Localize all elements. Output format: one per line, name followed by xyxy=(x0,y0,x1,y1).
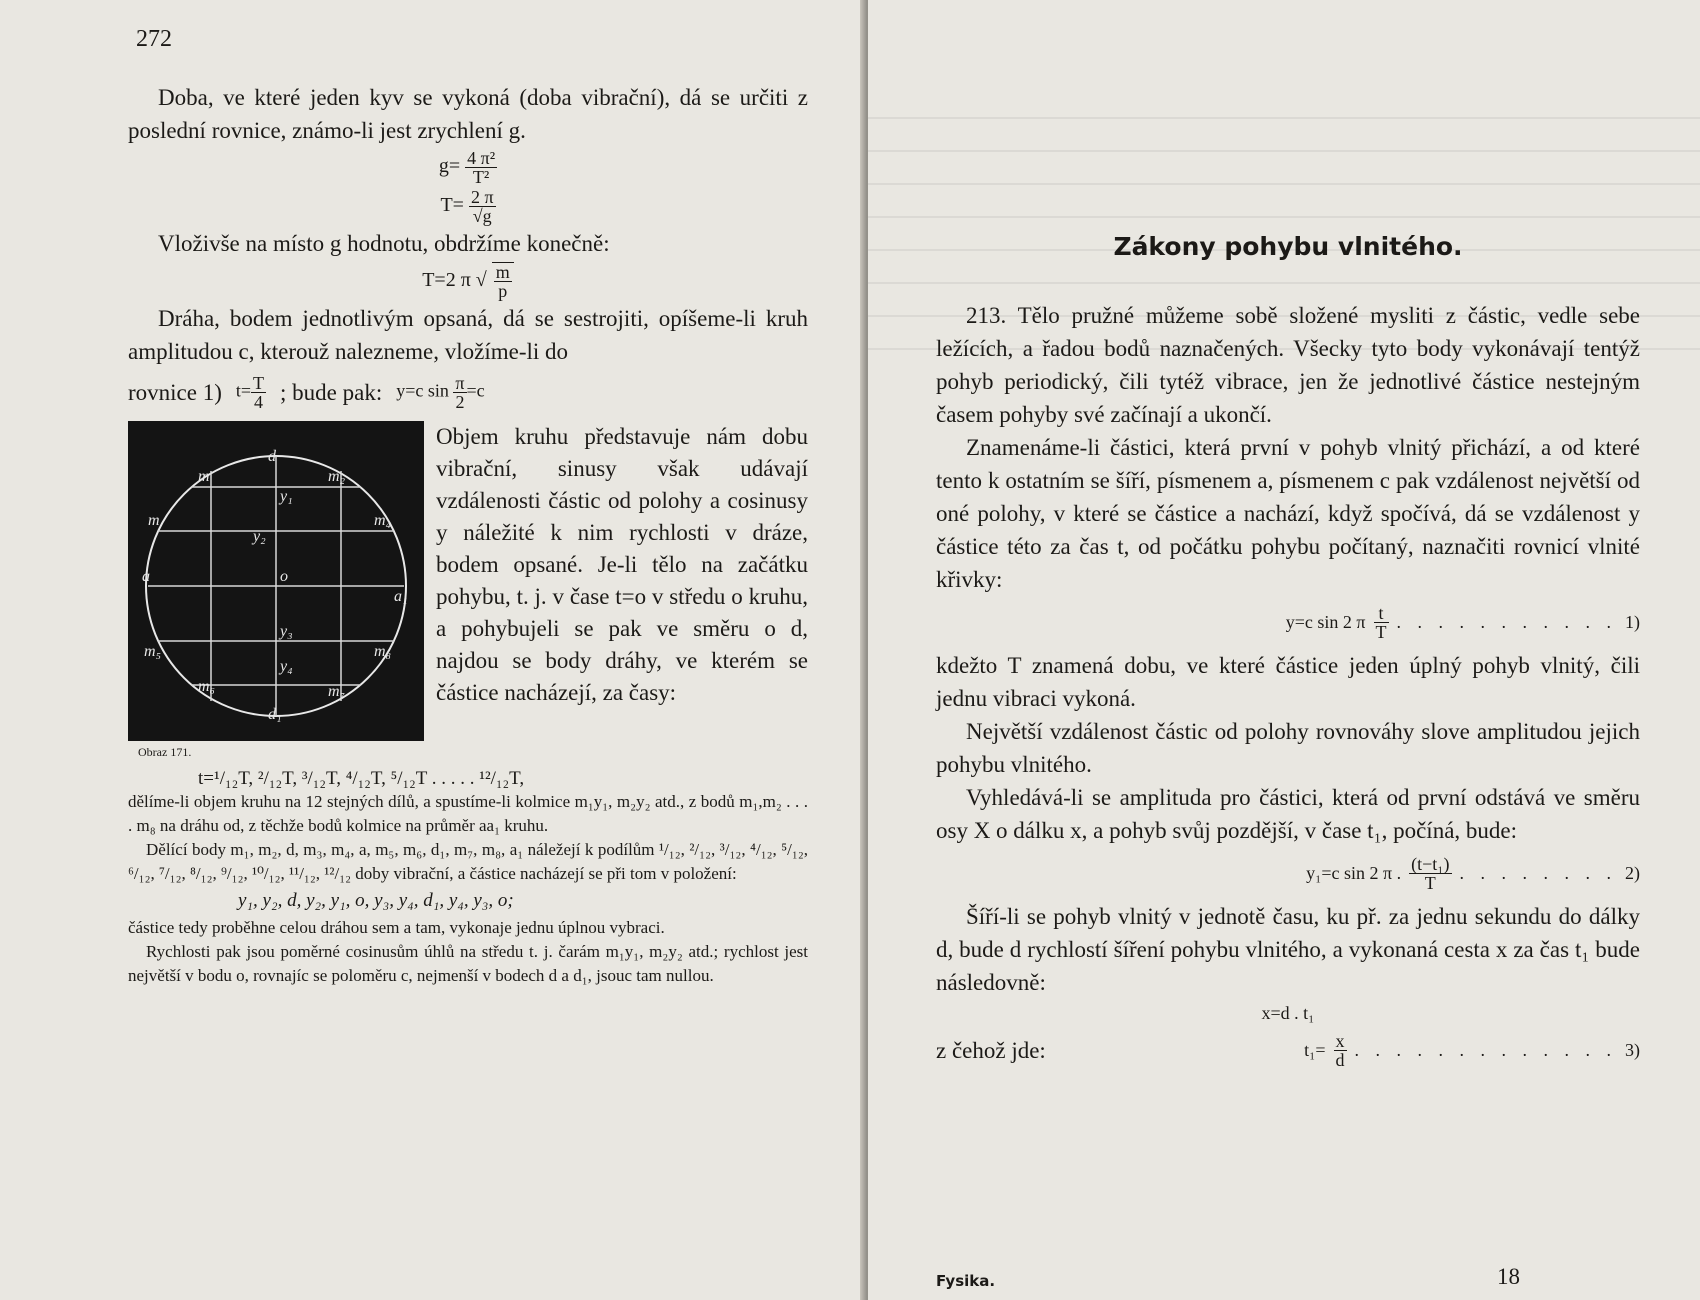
label-m6: m₆ xyxy=(198,678,216,695)
numerator: m xyxy=(495,262,510,282)
numerator: T xyxy=(253,373,265,393)
label-m1: m xyxy=(198,468,210,485)
small-paragraph: Dělící body m₁, m₂, d, m₃, m₄, a, m₅, m₆, d₁, m₇, m₈, a₁ náležejí k podílům ¹/₁₂, ²/₁₂, ³/₁₂, ⁴/₁₂, ⁵/₁₂, ⁶/₁₂, ⁷/₁₂, ⁸/₁₂, ⁹/₁₂, ¹⁰/₁₂, ¹¹/₁₂, ¹²/₁₂ doby vibrační, a částice nacházejí se při tom v položení: xyxy=(128,840,808,883)
label-y3: y₃ xyxy=(280,623,293,640)
bleed-through xyxy=(868,90,1700,350)
page-footer xyxy=(936,1264,1640,1290)
denominator: p xyxy=(498,281,508,301)
equation-T xyxy=(128,188,808,225)
text: ; bude pak: xyxy=(280,380,383,405)
denominator: T² xyxy=(472,167,490,187)
label-y2: y₂ xyxy=(253,528,266,545)
label-m7: m₇ xyxy=(328,683,346,700)
denominator: T xyxy=(1375,622,1387,642)
eq4-group xyxy=(1304,1032,1640,1069)
equation-2 xyxy=(936,855,1640,892)
paragraph: Dráha, bodem jednotlivým opsaná, dá se sestrojiti, opíšeme-li kruh amplitudou c, kterouž nalezneme, vložíme-li do xyxy=(128,306,808,364)
figure-row xyxy=(128,421,808,760)
paragraph: Šíří-li se pohyb vlnitý v jednotě času, ku př. za jednu sekundu do dálky d, bude d rychlostí šíření pohybu vlnitého, a vykonaná cesta x za čas t₁ bude následovně: xyxy=(936,904,1640,995)
equation-3: x=d . t₁ xyxy=(1261,1003,1315,1023)
paragraph: Vyhledává-li se amplituda pro částici, která od první odstává ve směru osy X o dálku x, a pohyb svůj pozdější, v čase t₁, počíná, bude: xyxy=(936,785,1640,843)
equation-1 xyxy=(936,604,1640,641)
fraction xyxy=(1334,1032,1347,1069)
label-o: o xyxy=(280,568,288,585)
signature-mark: Fysika. xyxy=(936,1272,996,1290)
numerator: 2 π xyxy=(470,187,494,207)
figure-side-text: Objem kruhu představuje nám dobu vibrační, sinusy však udávají vzdálenosti částic od polohy a cosinusy y náležité k nim rychlosti v dráze, bodem opsané. Je-li tělo na začátku pohybu, t. j. v čase t=o v středu o kruhu, a pohybujeli se pak ve směru o d, najdou se body dráhy, ve kterém se částice nacházejí, za časy: xyxy=(436,424,808,705)
label-m8: m₈ xyxy=(374,643,392,660)
paragraph: Největší vzdálenost částic od polohy rovnováhy slove amplitudou jejich pohybu vlnitého. xyxy=(936,719,1640,777)
denominator: 2 xyxy=(455,392,465,412)
numerator: π xyxy=(455,373,465,393)
leader-dots: . . . . . . . . . . . . . xyxy=(1354,1040,1617,1060)
eq-lhs: T= xyxy=(440,194,464,217)
paragraph: kdežto T znamená dobu, ve které částice jeden úplný pohyb vlnitý, čili jednu vibraci vykoná. xyxy=(936,653,1640,711)
label-d1: d₁ xyxy=(268,706,282,723)
eq-lhs: g= xyxy=(438,155,461,178)
eq-lhs: y=c sin xyxy=(396,380,449,401)
fraction xyxy=(453,374,466,411)
label-d: d xyxy=(268,448,276,465)
figure-caption: Obraz 171. xyxy=(138,745,192,759)
text: rovnice 1) xyxy=(128,380,222,405)
grid xyxy=(148,456,404,716)
numerator: 4 π² xyxy=(467,148,496,168)
eq-y xyxy=(396,374,484,411)
eq-lhs: y₁=c sin 2 π . xyxy=(1306,863,1402,883)
right-page xyxy=(868,0,1700,1300)
leader-dots: . . . . . . . . xyxy=(1459,863,1617,883)
small-paragraph: dělíme-li objem kruhu na 12 stejných dílů, a spustíme-li kolmice m₁y₁, m₂y₂ atd., z bodů m₁,m₂ . . . . m₈ na dráhu od, z těchže bodů kolmice na průměr aa₁ kruhu. xyxy=(128,792,808,835)
fraction xyxy=(465,149,497,186)
eq-rhs: =c xyxy=(466,380,485,401)
paragraph: Doba, ve které jeden kyv se vykoná (doba vibrační), dá se určiti z poslední rovnice, známo-li jest zrychlení g. xyxy=(128,85,808,143)
fraction xyxy=(1409,855,1451,892)
denominator: T xyxy=(1424,873,1436,893)
circle-diagram xyxy=(128,421,424,741)
text: z čehož jde: xyxy=(936,1038,1046,1063)
numerator: (t−t₁) xyxy=(1411,854,1450,874)
sqrt-icon: √ xyxy=(475,269,487,292)
label-y4: y₄ xyxy=(280,658,293,675)
equation-tag: 2) xyxy=(1625,863,1640,883)
equation-4 xyxy=(936,1032,1640,1069)
fraction xyxy=(1374,604,1389,641)
numerator: x xyxy=(1335,1031,1345,1051)
paragraph: Vloživše na místo g hodnotu, obdržíme konečně: xyxy=(158,231,610,256)
label-a: a xyxy=(142,568,150,585)
denominator: d xyxy=(1335,1050,1345,1070)
label-y1: y₁ xyxy=(280,488,293,505)
eq-lhs: t₁= xyxy=(1304,1040,1326,1060)
eq-lhs: T=2 π xyxy=(422,269,471,292)
positions-list: y₁, y₂, d, y₂, y₁, o, y₃, y₄, d₁, y₄, y₃, o; xyxy=(238,890,514,911)
equation-T-final xyxy=(128,262,808,300)
times-equation: t=¹/₁₂T, ²/₁₂T, ³/₁₂T, ⁴/₁₂T, ⁵/₁₂T . . . . . ¹²/₁₂T, xyxy=(198,768,525,789)
denominator: 4 xyxy=(254,392,264,412)
label-m4: m₄ xyxy=(374,512,392,529)
paragraph: 213. Tělo pružné můžeme sobě složené mysliti z částic, vedle sebe ležících, a řadou bodů naznačených. Všecky tyto body vykonávají tentýž pohyb periodický, čili tytéž vibrace, jen že jednotlivé částice nestejným časem pohyby své začínají a ukončí. xyxy=(936,303,1640,427)
small-paragraph: Rychlosti pak jsou poměrné cosinusům úhlů na středu t. j. čarám m₁y₁, m₂y₂ atd.; rychlost jest největší v bodu o, rovnajíc se poloměru c, nejmenší v bodech d a d₁, jsouc tam nullou. xyxy=(128,942,808,985)
equation-line xyxy=(128,374,808,411)
fraction xyxy=(469,188,496,225)
label-m2: m₂ xyxy=(328,468,346,485)
figure xyxy=(128,421,424,760)
label-a1: a₁ xyxy=(394,588,408,605)
label-m3: m xyxy=(148,512,160,529)
denominator: √g xyxy=(472,206,492,226)
section-title: Zákony pohybu vlnitého. xyxy=(1113,232,1463,261)
paragraph: Znamenáme-li částici, která první v pohyb vlnitý přichází, a od které tento k ostatním se šíří, písmenem a, písmenem c pak vzdálenost největší od oné polohy, v které se částice a nachází, když spočívá, dá se vzdálenost y částice této za čas t, od počátku pohybu počítaný, naznačiti rovnicí vlnité křivky: xyxy=(936,435,1640,592)
equation-tag: 3) xyxy=(1625,1040,1640,1060)
eq-lhs: t= xyxy=(235,380,252,401)
label-m5: m₅ xyxy=(144,643,162,660)
equation-tag: 1) xyxy=(1625,612,1640,632)
small-paragraph: částice tedy proběhne celou dráhou sem a tam, vykonaje jednu úplnou vybraci. xyxy=(128,918,665,937)
sheet-number: 18 xyxy=(1497,1264,1520,1289)
page-number: 272 xyxy=(136,26,172,52)
radicand xyxy=(492,262,514,300)
equation-g xyxy=(128,149,808,186)
numerator: t xyxy=(1374,604,1389,623)
leader-dots: . . . . . . . . . . . xyxy=(1396,612,1617,632)
eq-t xyxy=(236,374,266,411)
eq-lhs: y=c sin 2 π xyxy=(1285,612,1366,632)
fraction xyxy=(251,374,266,411)
fraction xyxy=(494,263,512,300)
